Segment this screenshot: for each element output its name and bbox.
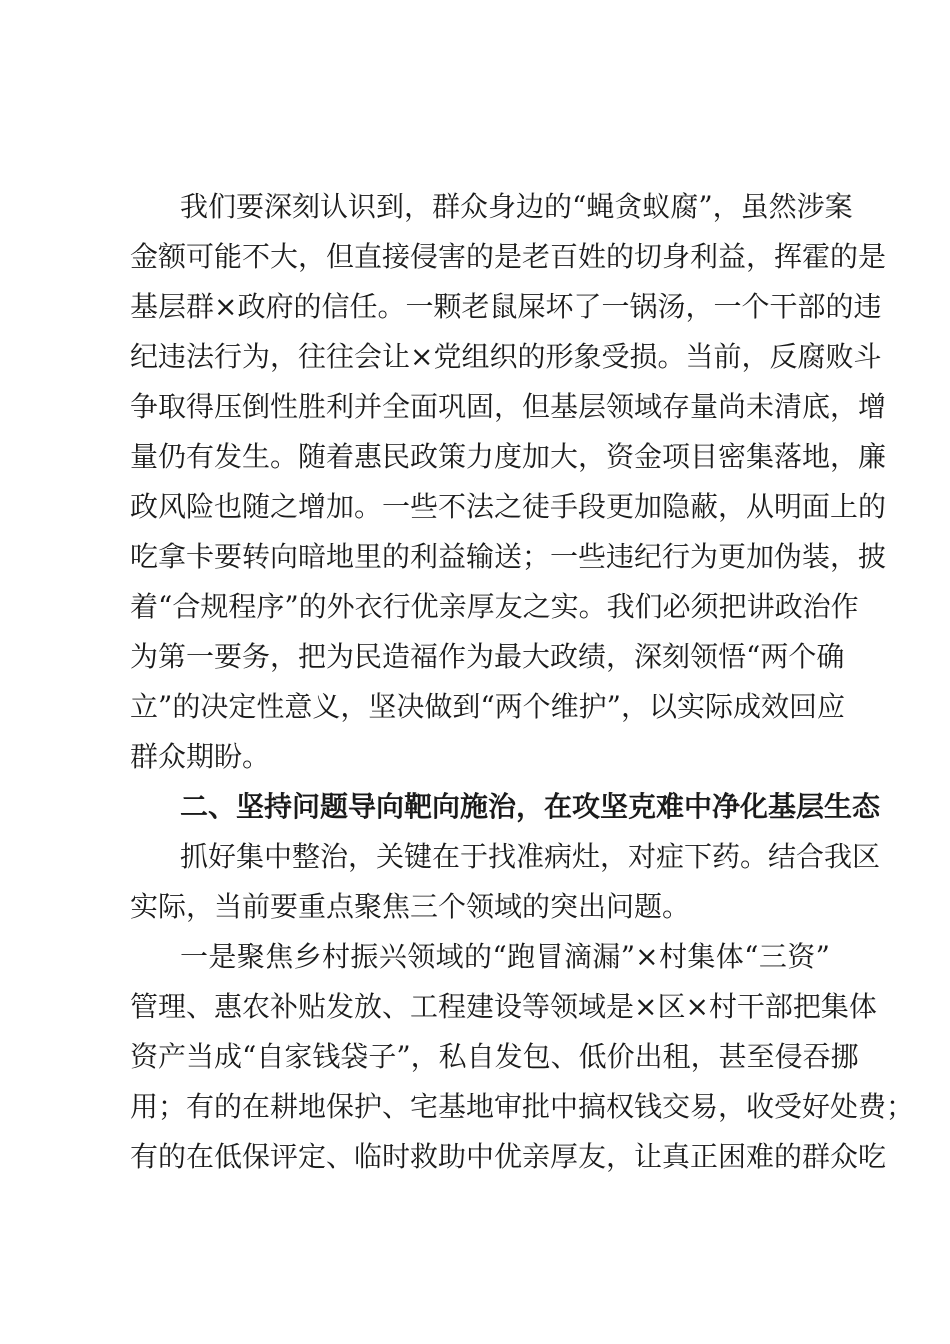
paragraph-line: 量仍有发生。随着惠民政策力度加大，资金项目密集落地，廉 (130, 440, 887, 473)
paragraph-line: 一是聚焦乡村振兴领域的“跑冒滴漏”×村集体“三资” (180, 940, 830, 973)
paragraph-line: 我们要深刻认识到，群众身边的“蝇贪蚁腐”，虽然涉案 (180, 190, 853, 223)
paragraph-line: 实际，当前要重点聚焦三个领域的突出问题。 (130, 890, 691, 923)
paragraph-line: 政风险也随之增加。一些不法之徒手段更加隐蔽，从明面上的 (130, 490, 887, 523)
paragraph-line: 纪违法行为，往往会让×党组织的形象受损。当前，反腐败斗 (130, 340, 882, 373)
paragraph-line: 资产当成“自家钱袋子”，私自发包、低价出租，甚至侵吞挪 (130, 1040, 859, 1073)
paragraph-line: 立”的决定性意义，坚决做到“两个维护”，以实际成效回应 (130, 690, 845, 723)
paragraph-line: 争取得压倒性胜利并全面巩固，但基层领域存量尚未清底，增 (130, 390, 887, 423)
paragraph-line: 抓好集中整治，关键在于找准病灶，对症下药。结合我区 (180, 840, 881, 873)
paragraph-line: 管理、惠农补贴发放、工程建设等领域是×区×村干部把集体 (130, 990, 877, 1023)
paragraph-line: 金额可能不大，但直接侵害的是老百姓的切身利益，挥霍的是 (130, 240, 887, 273)
paragraph-line: 为第一要务，把为民造福作为最大政绩，深刻领悟“两个确 (130, 640, 845, 673)
paragraph-line: 吃拿卡要转向暗地里的利益输送；一些违纪行为更加伪装，披 (130, 540, 887, 573)
section-heading: 二、坚持问题导向靶向施治，在攻坚克难中净化基层生态 (180, 790, 881, 823)
paragraph-line: 群众期盼。 (130, 740, 271, 773)
paragraph-line: 基层群×政府的信任。一颗老鼠屎坏了一锅汤，一个干部的违 (130, 290, 882, 323)
paragraph-line: 着“合规程序”的外衣行优亲厚友之实。我们必须把讲政治作 (130, 590, 859, 623)
paragraph-line: 有的在低保评定、临时救助中优亲厚友，让真正困难的群众吃 (130, 1140, 887, 1173)
paragraph-line: 用；有的在耕地保护、宅基地审批中搞权钱交易，收受好处费； (130, 1090, 915, 1123)
